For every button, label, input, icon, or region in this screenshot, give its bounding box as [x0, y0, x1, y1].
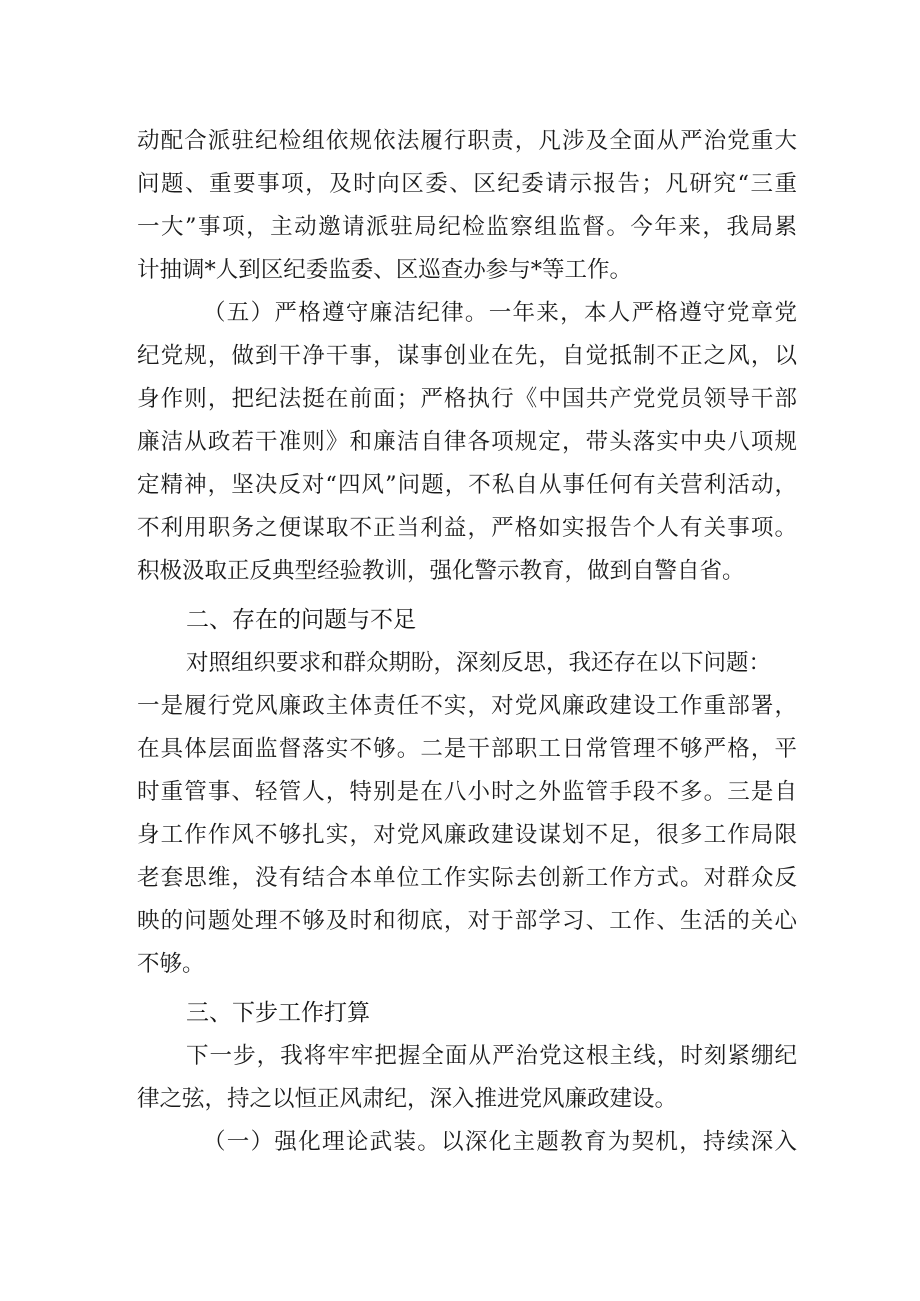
body-text-line: 纪党规，做到干净干事，谋事创业在先，自觉抵制不正之风，以: [137, 343, 797, 369]
body-text-line: 在具体层面监督落实不够。二是干部职工日常管理不够严格，平: [137, 736, 797, 762]
section-heading: 三、下步工作打算: [186, 1000, 370, 1026]
section-heading: 二、存在的问题与不足: [186, 607, 416, 633]
body-text-line: 问题、重要事项，及时向区委、区纪委请示报告；凡研究“三重: [137, 171, 797, 197]
body-text-line: 老套思维，没有结合本单位工作实际去创新工作方式。对群众反: [137, 865, 797, 891]
body-text-line: 一是履行党风廉政主体责任不实，对党风廉政建设工作重部署，: [137, 693, 797, 719]
body-text-line: 一大”事项，主动邀请派驻局纪检监察组监督。今年来，我局累: [137, 214, 797, 240]
body-text-line: 律之弦，持之以恒正风肃纪，深入推进党风廉政建设。: [137, 1086, 678, 1112]
paragraph-start: 对照组织要求和群众期盼，深刻反思，我还存在以下问题：: [186, 650, 772, 676]
section-paragraph-start: （一）强化理论武装。以深化主题教育为契机，持续深入: [203, 1129, 797, 1155]
body-text-line: 动配合派驻纪检组依规依法履行职责，凡涉及全面从严治党重大: [137, 128, 797, 154]
body-text-line: 时重管事、轻管人，特别是在八小时之外监管手段不多。三是自: [137, 779, 797, 805]
body-text-line: 计抽调*人到区纪委监委、区巡查办参与*等工作。: [137, 257, 633, 283]
body-text-line: 身作则，把纪法挺在前面；严格执行《中国共产党党员领导干部: [137, 386, 797, 412]
body-text-line: 积极汲取正反典型经验教训，强化警示教育，做到自警自省。: [137, 558, 745, 584]
paragraph-start: 下一步，我将牢牢把握全面从严治党这根主线，时刻紧绷纪: [186, 1043, 797, 1069]
body-text-line: 定精神，坚决反对“四风”问题，不私自从事任何有关营利活动，: [137, 472, 797, 498]
body-text-line: 身工作作风不够扎实，对党风廉政建设谋划不足，很多工作局限: [137, 822, 797, 848]
body-text-line: 廉洁从政若干准则》和廉洁自律各项规定，带头落实中央八项规: [137, 429, 797, 455]
body-text-line: 映的问题处理不够及时和彻底，对于部学习、工作、生活的关心: [137, 908, 797, 934]
body-text-line: 不利用职务之便谋取不正当利益，严格如实报告个人有关事项。: [137, 515, 797, 541]
body-text-line: 不够。: [137, 951, 205, 977]
section-paragraph-start: （五）严格遵守廉洁纪律。一年来，本人严格遵守党章党: [203, 300, 797, 326]
